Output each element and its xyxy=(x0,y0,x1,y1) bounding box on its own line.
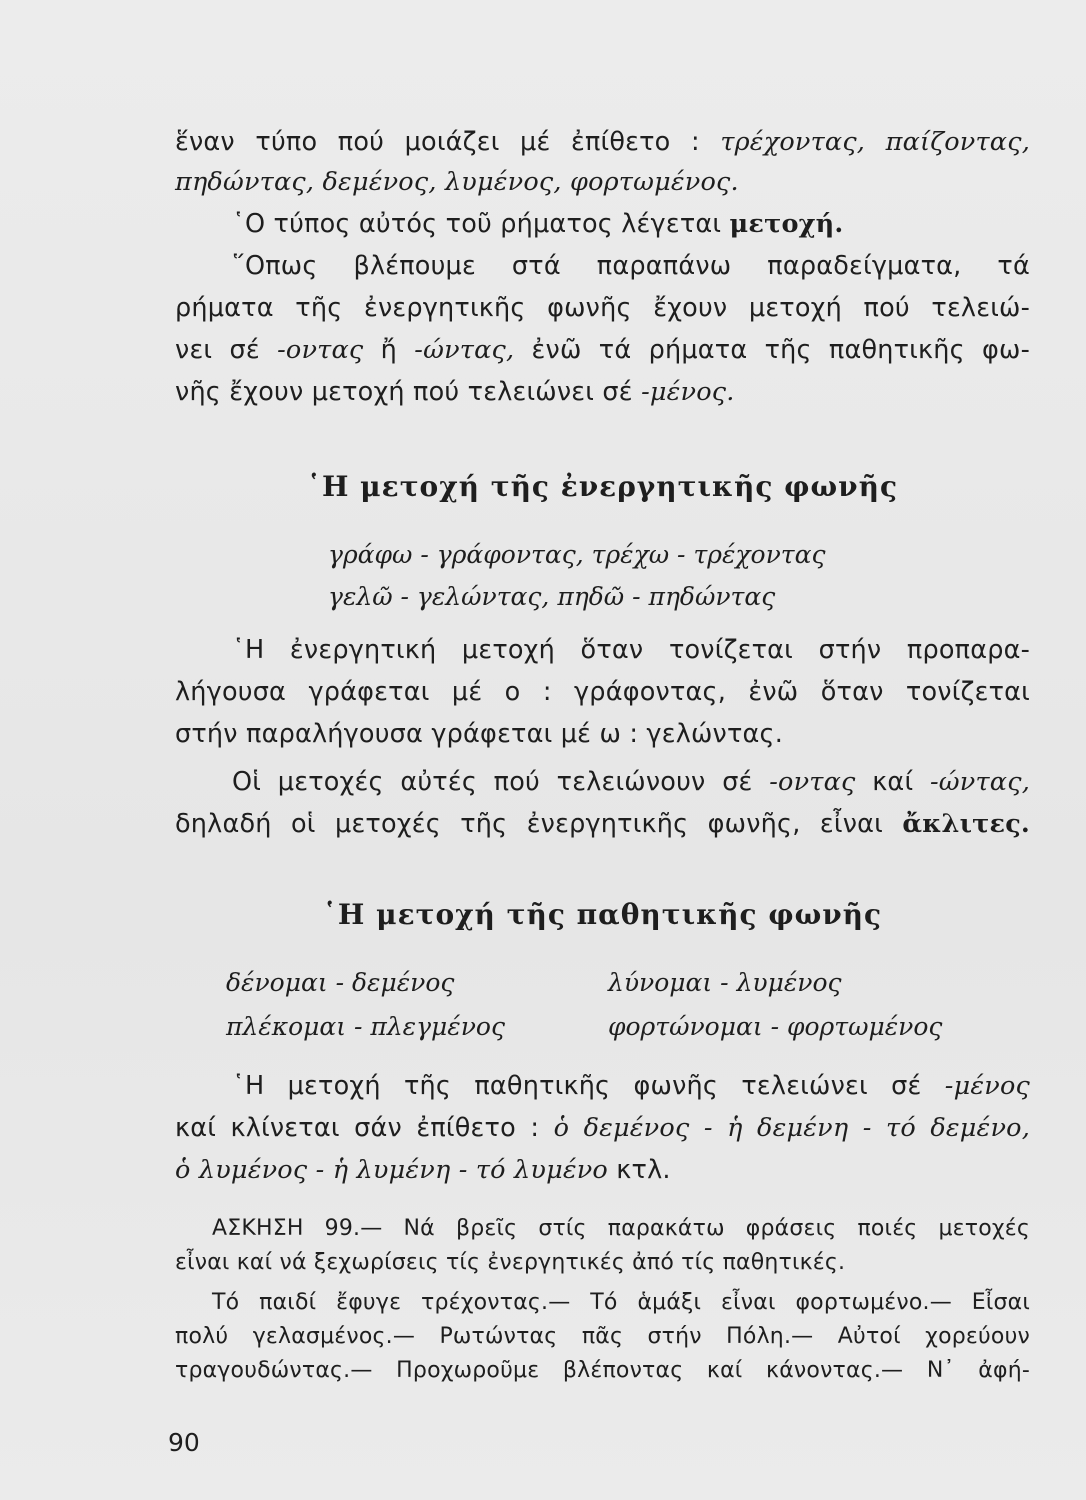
text-span: ἐνῶ τά ρήματα τῆς παθητικῆς φω- xyxy=(514,335,1030,365)
exercise-line: εἶναι καί νά ξεχωρίσεις τίς ἐνεργητικές ἀπό τίς παθητικές. xyxy=(175,1250,846,1275)
text-span: νει σέ xyxy=(175,335,278,365)
text-span: καί κλίνεται σάν ἐπίθετο : xyxy=(175,1113,554,1143)
italic-text: -οντας xyxy=(277,335,364,365)
section-heading-active: ῾Η μετοχή τῆς ἐνεργητικῆς φωνῆς xyxy=(306,470,899,503)
italic-text: ὁ δεμένος - ἡ δεμένη - τό δεμένο, xyxy=(553,1113,1031,1143)
text-span: ἕναν τύπο πού μοιάζει μέ ἐπίθετο : xyxy=(175,127,721,157)
italic-text: -οντας xyxy=(769,767,856,797)
text-line xyxy=(175,122,1030,162)
exercise-line: ΑΣΚΗΣΗ 99.— Νά βρεῖς στίς παρακάτω φράσεις ποιές μετοχές xyxy=(212,1216,1030,1241)
text-span: καί xyxy=(855,767,930,797)
text-span: νῆς ἔχουν μετοχή πού τελειώνει σέ xyxy=(175,377,642,407)
example-left: δένομαι - δεμένος xyxy=(226,968,455,997)
text-line xyxy=(175,1150,1030,1190)
italic-text: -μένος xyxy=(944,1071,1030,1101)
example-left: πλέκομαι - πλεγμένος xyxy=(226,1012,505,1041)
example-right: λύνομαι - λυμένος xyxy=(608,968,842,997)
text-line xyxy=(175,330,1030,370)
exercise-line: τραγουδώντας.— Προχωροῦμε βλέποντας καί κάνοντας.— Ν᾿ ἀφή- xyxy=(175,1358,1030,1383)
page-number: 90 xyxy=(168,1428,200,1457)
italic-text: τρέχοντας, παίζοντας, xyxy=(720,127,1030,157)
text-line: πηδώντας, δεμένος, λυμένος, φορτωμένος. xyxy=(175,167,739,197)
exercise-line: Τό παιδί ἔφυγε τρέχοντας.— Τό ἁμάξι εἶναι φορτωμένο.— Εἶσαι xyxy=(212,1290,1030,1315)
example-line: γράφω - γράφοντας, τρέχω - τρέχοντας xyxy=(328,540,826,569)
text-line: λήγουσα γράφεται μέ ο : γράφοντας, ἐνῶ ὅταν τονίζεται xyxy=(175,677,1030,707)
italic-text: -μένος. xyxy=(641,377,735,407)
text-span: δηλαδή οἱ μετοχές τῆς ἐνεργητικῆς φωνῆς, εἶναι xyxy=(175,809,903,839)
text-line xyxy=(232,762,1030,802)
text-line: στήν παραλήγουσα γράφεται μέ ω : γελώντας. xyxy=(175,719,784,749)
text-line: ρήματα τῆς ἐνεργητικῆς φωνῆς ἔχουν μετοχή πού τελειώ- xyxy=(175,293,1030,323)
section-heading-passive: ῾Η μετοχή τῆς παθητικῆς φωνῆς xyxy=(322,898,883,931)
text-line xyxy=(175,804,1030,844)
italic-text: ὁ λυμένος - ἡ λυμένη - τό λυμένο xyxy=(175,1155,608,1185)
example-line: γελῶ - γελώντας, πηδῶ - πηδώντας xyxy=(328,582,776,611)
example-right: φορτώνομαι - φορτωμένος xyxy=(608,1012,943,1041)
text-line: ῾Η ἐνεργητική μετοχή ὅταν τονίζεται στήν προπαρα- xyxy=(232,635,1030,665)
text-span: Οἱ μετοχές αὐτές πού τελειώνουν σέ xyxy=(232,767,770,797)
exercise-line: πολύ γελασμένος.— Ρωτώντας πᾶς στήν Πόλη.— Αὐτοί χορεύουν xyxy=(175,1324,1030,1349)
text-span: ῾Ο τύπος αὐτός τοῦ ρήματος λέγεται xyxy=(232,209,730,239)
bold-term: μετοχή. xyxy=(729,209,844,239)
italic-text: -ώντας, xyxy=(929,767,1030,797)
bold-term: ἄκλιτες. xyxy=(902,809,1030,839)
text-span: ῾Η μετοχή τῆς παθητικῆς φωνῆς τελειώνει σέ xyxy=(232,1071,945,1101)
text-line xyxy=(232,1066,1030,1106)
text-line xyxy=(175,1108,1030,1148)
text-span: κτλ. xyxy=(608,1155,671,1185)
text-span: ἤ xyxy=(363,335,415,365)
text-line xyxy=(232,204,1030,244)
italic-text: -ώντας, xyxy=(414,335,515,365)
text-line: ῞Οπως βλέπουμε στά παραπάνω παραδείγματα, τά xyxy=(232,251,1030,281)
text-line xyxy=(175,372,1030,412)
